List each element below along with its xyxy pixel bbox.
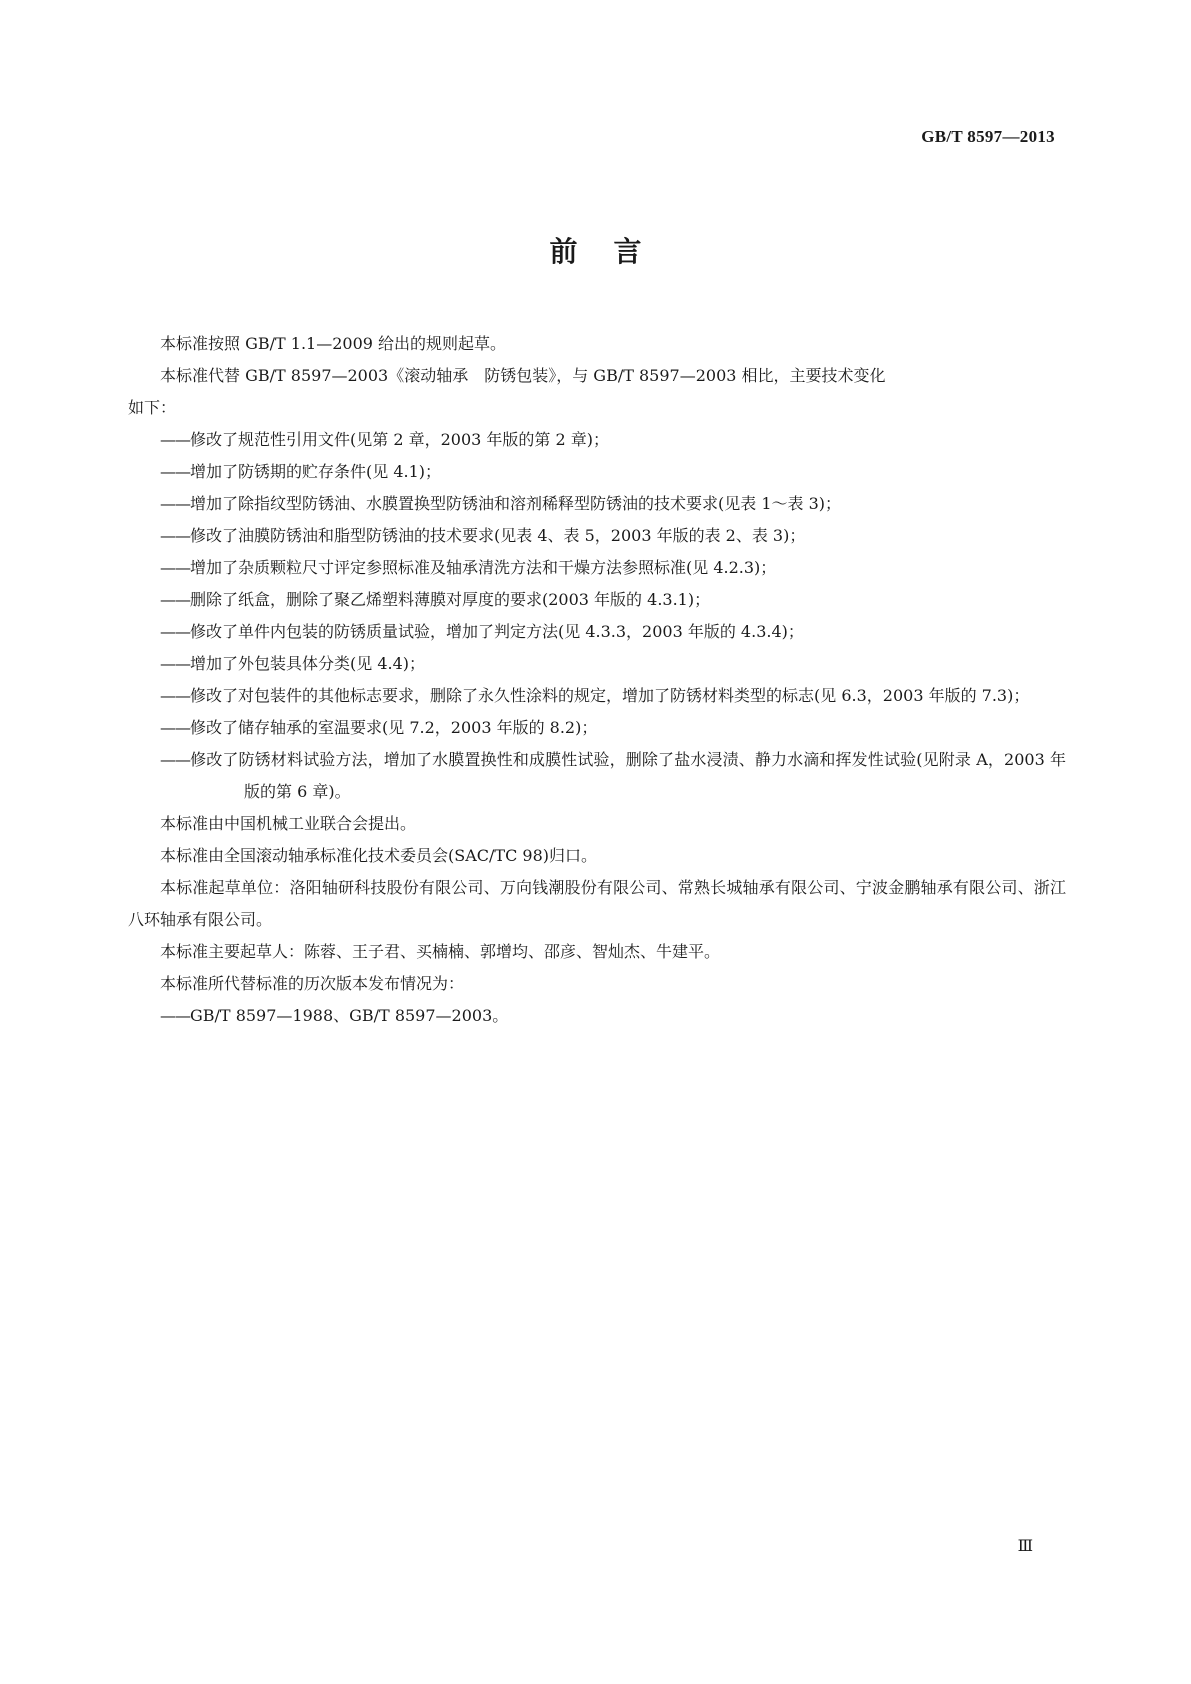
paragraph-drafting-units: 本标准起草单位：洛阳轴研科技股份有限公司、万向钱潮股份有限公司、常熟长城轴承有限公司、宁波金鹏轴承有限公司、浙江八环轴承有限公司。 [128,878,1066,929]
change-item [128,552,1066,584]
dash-mark: —— [160,558,190,577]
change-item-text: 修改了储存轴承的室温要求(见 7.2，2003 年版的 8.2)； [190,718,598,737]
change-item-text: 增加了除指纹型防锈油、水膜置换型防锈油和溶剂稀释型防锈油的技术要求(见表 1～表 3)； [190,494,842,513]
dash-mark: —— [160,526,190,545]
change-item [128,488,1066,520]
dash-mark: —— [160,462,190,481]
foreword-body [128,328,1066,1032]
change-item-text: 修改了规范性引用文件(见第 2 章，2003 年版的第 2 章)； [190,430,609,449]
change-item-text: 增加了杂质颗粒尺寸评定参照标准及轴承清洗方法和干燥方法参照标准(见 4.2.3)； [190,558,777,577]
dash-mark: —— [160,494,190,513]
page-title: 前言 [549,235,678,268]
paragraph-replaces-cont: 如下： [128,398,177,417]
change-item [128,648,1066,680]
change-item-text: 增加了外包装具体分类(见 4.4)； [190,654,426,673]
dash-mark: —— [160,686,190,705]
dash-mark: —— [160,1006,190,1025]
dash-mark: —— [160,590,190,609]
change-item [128,712,1066,744]
change-item-text: 修改了对包装件的其他标志要求，删除了永久性涂料的规定，增加了防锈材料类型的标志(见 6.3，2003 年版的 7.3)； [190,686,1030,705]
change-item [128,744,1066,808]
dash-mark: —— [160,654,190,673]
dash-mark: —— [160,430,190,449]
paragraph-history-intro: 本标准所代替标准的历次版本发布情况为： [160,974,465,993]
change-item [128,680,1066,712]
history-item [128,1000,1066,1032]
paragraph-drafting-rules: 本标准按照 GB/T 1.1—2009 给出的规则起草。 [160,334,507,353]
change-item-text: 修改了防锈材料试验方法，增加了水膜置换性和成膜性试验，删除了盐水浸渍、静力水滴和挥发性试验(见附录 A，2003 年版的第 6 章)。 [190,750,1066,801]
paragraph-committee: 本标准由全国滚动轴承标准化技术委员会(SAC/TC 98)归口。 [160,846,597,865]
dash-mark: —— [160,750,190,769]
dash-mark: —— [160,718,190,737]
paragraph-replaces [128,360,1066,392]
change-item [128,520,1066,552]
paragraph-replaces-line1: 本标准代替 GB/T 8597—2003《滚动轴承 防锈包装》，与 GB/T 8597—2003 相比，主要技术变化 [160,366,886,385]
change-item [128,584,1066,616]
change-item [128,616,1066,648]
change-item-text: 增加了防锈期的贮存条件(见 4.1)； [190,462,442,481]
change-item [128,424,1066,456]
change-item-text: 删除了纸盒，删除了聚乙烯塑料薄膜对厚度的要求(2003 年版的 4.3.1)； [190,590,711,609]
standard-code: GB/T 8597—2013 [921,127,1055,146]
history-item-text: GB/T 8597—1988、GB/T 8597—2003。 [190,1006,509,1025]
change-item-text: 修改了油膜防锈油和脂型防锈油的技术要求(见表 4、表 5，2003 年版的表 2、表 3)； [190,526,806,545]
paragraph-drafters: 本标准主要起草人：陈蓉、王子君、买楠楠、郭增均、邵彦、智灿杰、牛建平。 [160,942,721,961]
page-number: Ⅲ [1017,1538,1033,1555]
dash-mark: —— [160,622,190,641]
change-item-text: 修改了单件内包装的防锈质量试验，增加了判定方法(见 4.3.3，2003 年版的 4.3.4)； [190,622,804,641]
paragraph-proposer: 本标准由中国机械工业联合会提出。 [160,814,417,833]
change-item [128,456,1066,488]
